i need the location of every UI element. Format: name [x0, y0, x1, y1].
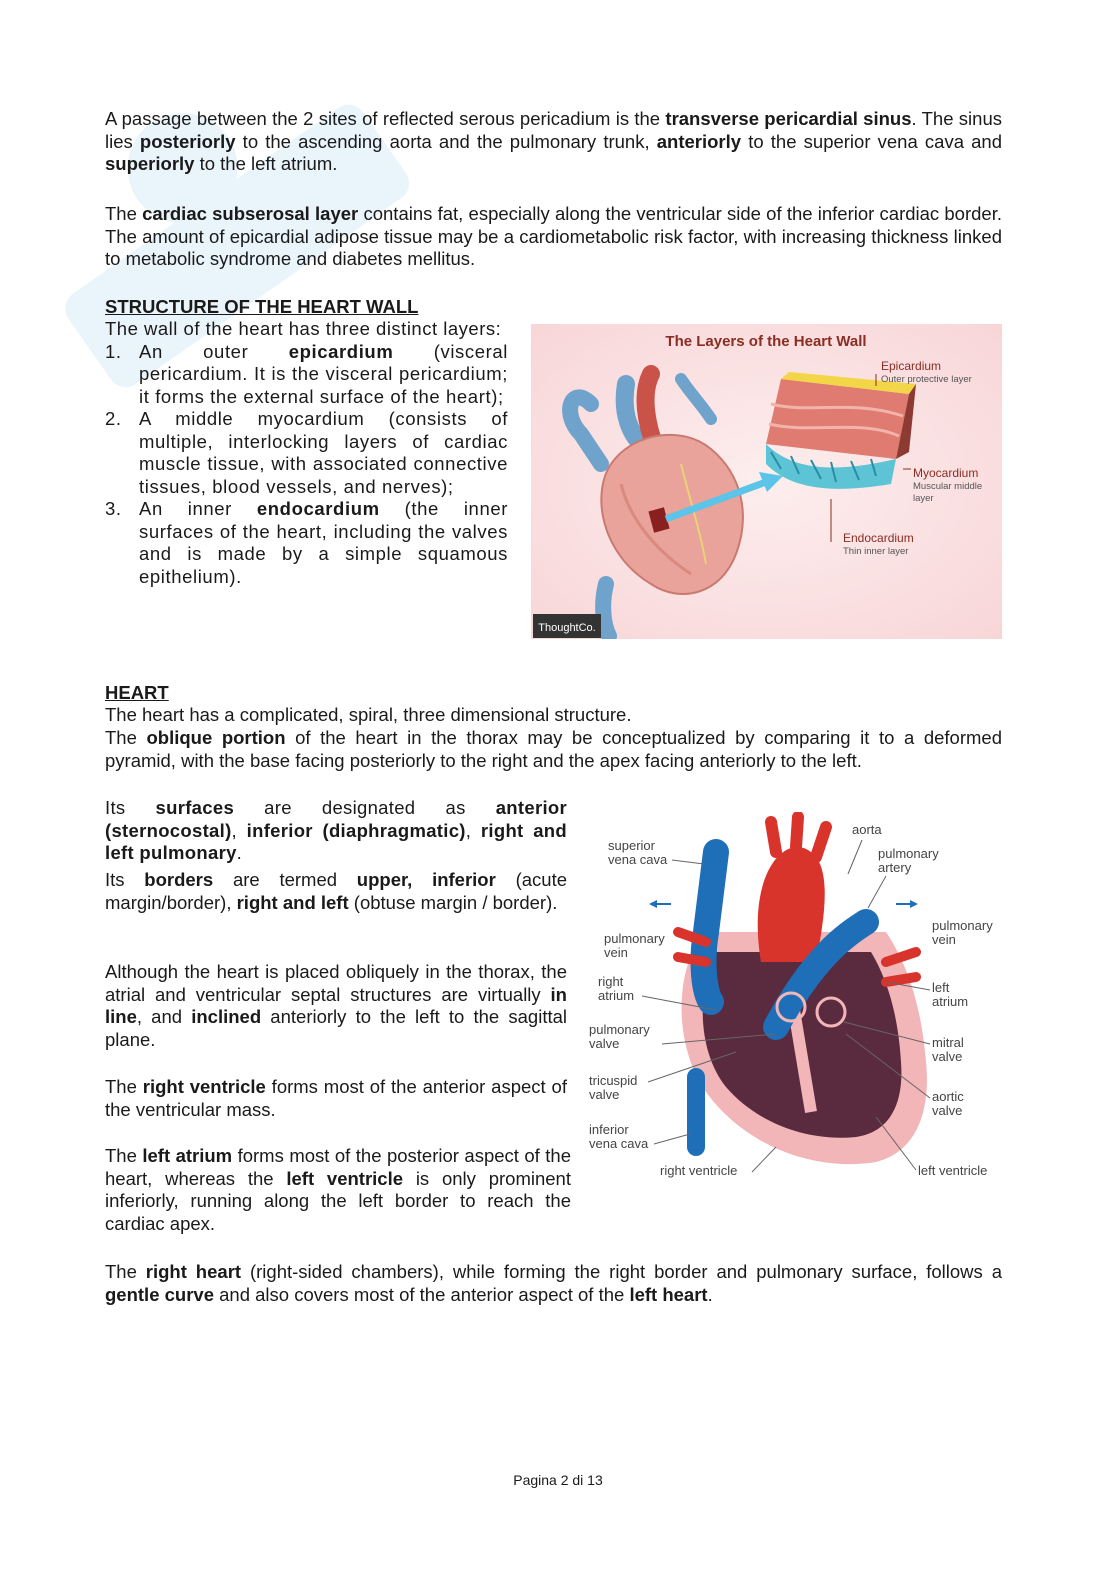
label-aortic-valve-1: aortic: [932, 1089, 964, 1104]
label-aortic-valve-2: valve: [932, 1103, 963, 1118]
label-superior-vena-cava-1: superior: [608, 838, 655, 853]
label-right-atrium-1: right: [598, 974, 624, 989]
heading-heart: HEART: [105, 682, 169, 703]
list-item: 3. An inner endocardium (the inner surfaces of the heart, including the valves and is made by a simple squamous epithelium).: [105, 498, 508, 587]
label-endocardium-desc: Thin inner layer: [843, 546, 909, 557]
label-left-atrium-2: atrium: [932, 994, 969, 1009]
label-left-atrium-1: left: [932, 980, 950, 995]
figure-title: The Layers of the Heart Wall: [665, 333, 867, 350]
label-pulmonary-vein-right-1: pulmonary: [932, 918, 993, 933]
label-myocardium-desc1: Muscular middle: [913, 481, 983, 492]
label-pulmonary-vein-left-2: vein: [604, 945, 628, 960]
aorta-branches: [771, 817, 826, 857]
tissue-block: [766, 372, 916, 489]
paragraph-oblique-portion: The oblique portion of the heart in the thorax may be conceptualized by comparing it to a deformed pyramid, with the base facing posteriorly to the right and the apex facing anteriorly to the left.: [105, 727, 1002, 771]
label-epicardium-desc: Outer protective layer: [881, 374, 972, 385]
page-footer: Pagina 2 di 13: [513, 1472, 603, 1488]
list-item: 1. An outer epicardium (visceral pericardium. It is the visceral pericardium; it forms the external surface of the heart);: [105, 340, 508, 407]
label-mitral-valve-2: valve: [932, 1049, 963, 1064]
paragraph-transverse-sinus: A passage between the 2 sites of reflected serous pericadium is the transverse pericardial sinus. The sinus lies posteriorly to the ascending aorta and the pulmonary trunk, anteriorly to the superior vena cava and superiorly to the left atrium.: [105, 108, 1002, 174]
structure-section: [105, 318, 508, 588]
figure-heart-wall-layers: [531, 324, 1002, 639]
paragraph-right-heart: The right heart (right-sided chambers), while forming the right border and pulmonary surface, follows a gentle curve and also covers most of the anterior aspect of the left heart.: [105, 1261, 1002, 1305]
paragraph-right-ventricle: The right ventricle forms most of the anterior aspect of the ventricular mass.: [105, 1076, 567, 1120]
label-epicardium: Epicardium: [881, 359, 942, 373]
list-item: 2. A middle myocardium (consists of multiple, interlocking layers of cardiac muscle tissue, with associated connective tissues, blood vessels, and nerves);: [105, 408, 508, 497]
paragraph-borders: Its borders are termed upper, inferior (acute margin/border), right and left (obtuse margin / border).: [105, 869, 567, 913]
paragraph-septal-structures: Although the heart is placed obliquely in the thorax, the atrial and ventricular septal structures are virtually in line, and inclined anteriorly to the left to the sagittal plane.: [105, 961, 568, 1050]
label-left-ventricle: left ventricle: [918, 1163, 988, 1178]
label-pulmonary-valve-1: pulmonary: [589, 1022, 650, 1037]
label-pulmonary-artery-1: pulmonary: [878, 846, 939, 861]
superior-vena-cava-shape: [704, 852, 716, 1002]
figure-heart-anatomy: [586, 812, 1004, 1187]
label-myocardium-desc2: layer: [913, 493, 934, 504]
label-tricuspid-valve-2: valve: [589, 1087, 620, 1102]
logo-text: ThoughtCo.: [538, 622, 596, 634]
label-tricuspid-valve-1: tricuspid: [589, 1073, 638, 1088]
paragraph-surfaces: Its surfaces are designated as anterior (sternocostal), inferior (diaphragmatic), right and left pulmonary.: [105, 797, 567, 863]
label-myocardium: Myocardium: [913, 466, 979, 480]
label-pulmonary-vein-right-2: vein: [932, 932, 956, 947]
label-right-ventricle: right ventricle: [660, 1163, 738, 1178]
label-pulmonary-vein-left-1: pulmonary: [604, 931, 665, 946]
label-right-atrium-2: atrium: [598, 988, 635, 1003]
paragraph-subserosal-layer: The cardiac subserosal layer contains fat, especially along the ventricular side of the inferior cardiac border. The amount of epicardial adipose tissue may be a cardiometabolic risk factor, with increasing thickness linked to metabolic syndrome and diabetes mellitus.: [105, 203, 1002, 269]
label-pulmonary-artery-2: artery: [878, 860, 912, 875]
label-pulmonary-valve-2: valve: [589, 1036, 620, 1051]
paragraph-left-atrium: The left atrium forms most of the posterior aspect of the heart, whereas the left ventricle is only prominent inferiorly, running along the left border to reach the cardiac apex.: [105, 1145, 571, 1234]
label-aorta: aorta: [852, 822, 882, 837]
structure-intro: The wall of the heart has three distinct layers:: [105, 318, 502, 339]
label-inferior-vena-cava-2: vena cava: [589, 1136, 649, 1151]
heading-structure: STRUCTURE OF THE HEART WALL: [105, 296, 419, 317]
label-inferior-vena-cava-1: inferior: [589, 1122, 629, 1137]
label-endocardium: Endocardium: [843, 531, 914, 545]
paragraph-heart-structure: The heart has a complicated, spiral, three dimensional structure.: [105, 704, 632, 725]
label-superior-vena-cava-2: vena cava: [608, 852, 668, 867]
aorta-shape: [758, 847, 825, 962]
layers-list: [105, 341, 508, 589]
label-mitral-valve-1: mitral: [932, 1035, 964, 1050]
